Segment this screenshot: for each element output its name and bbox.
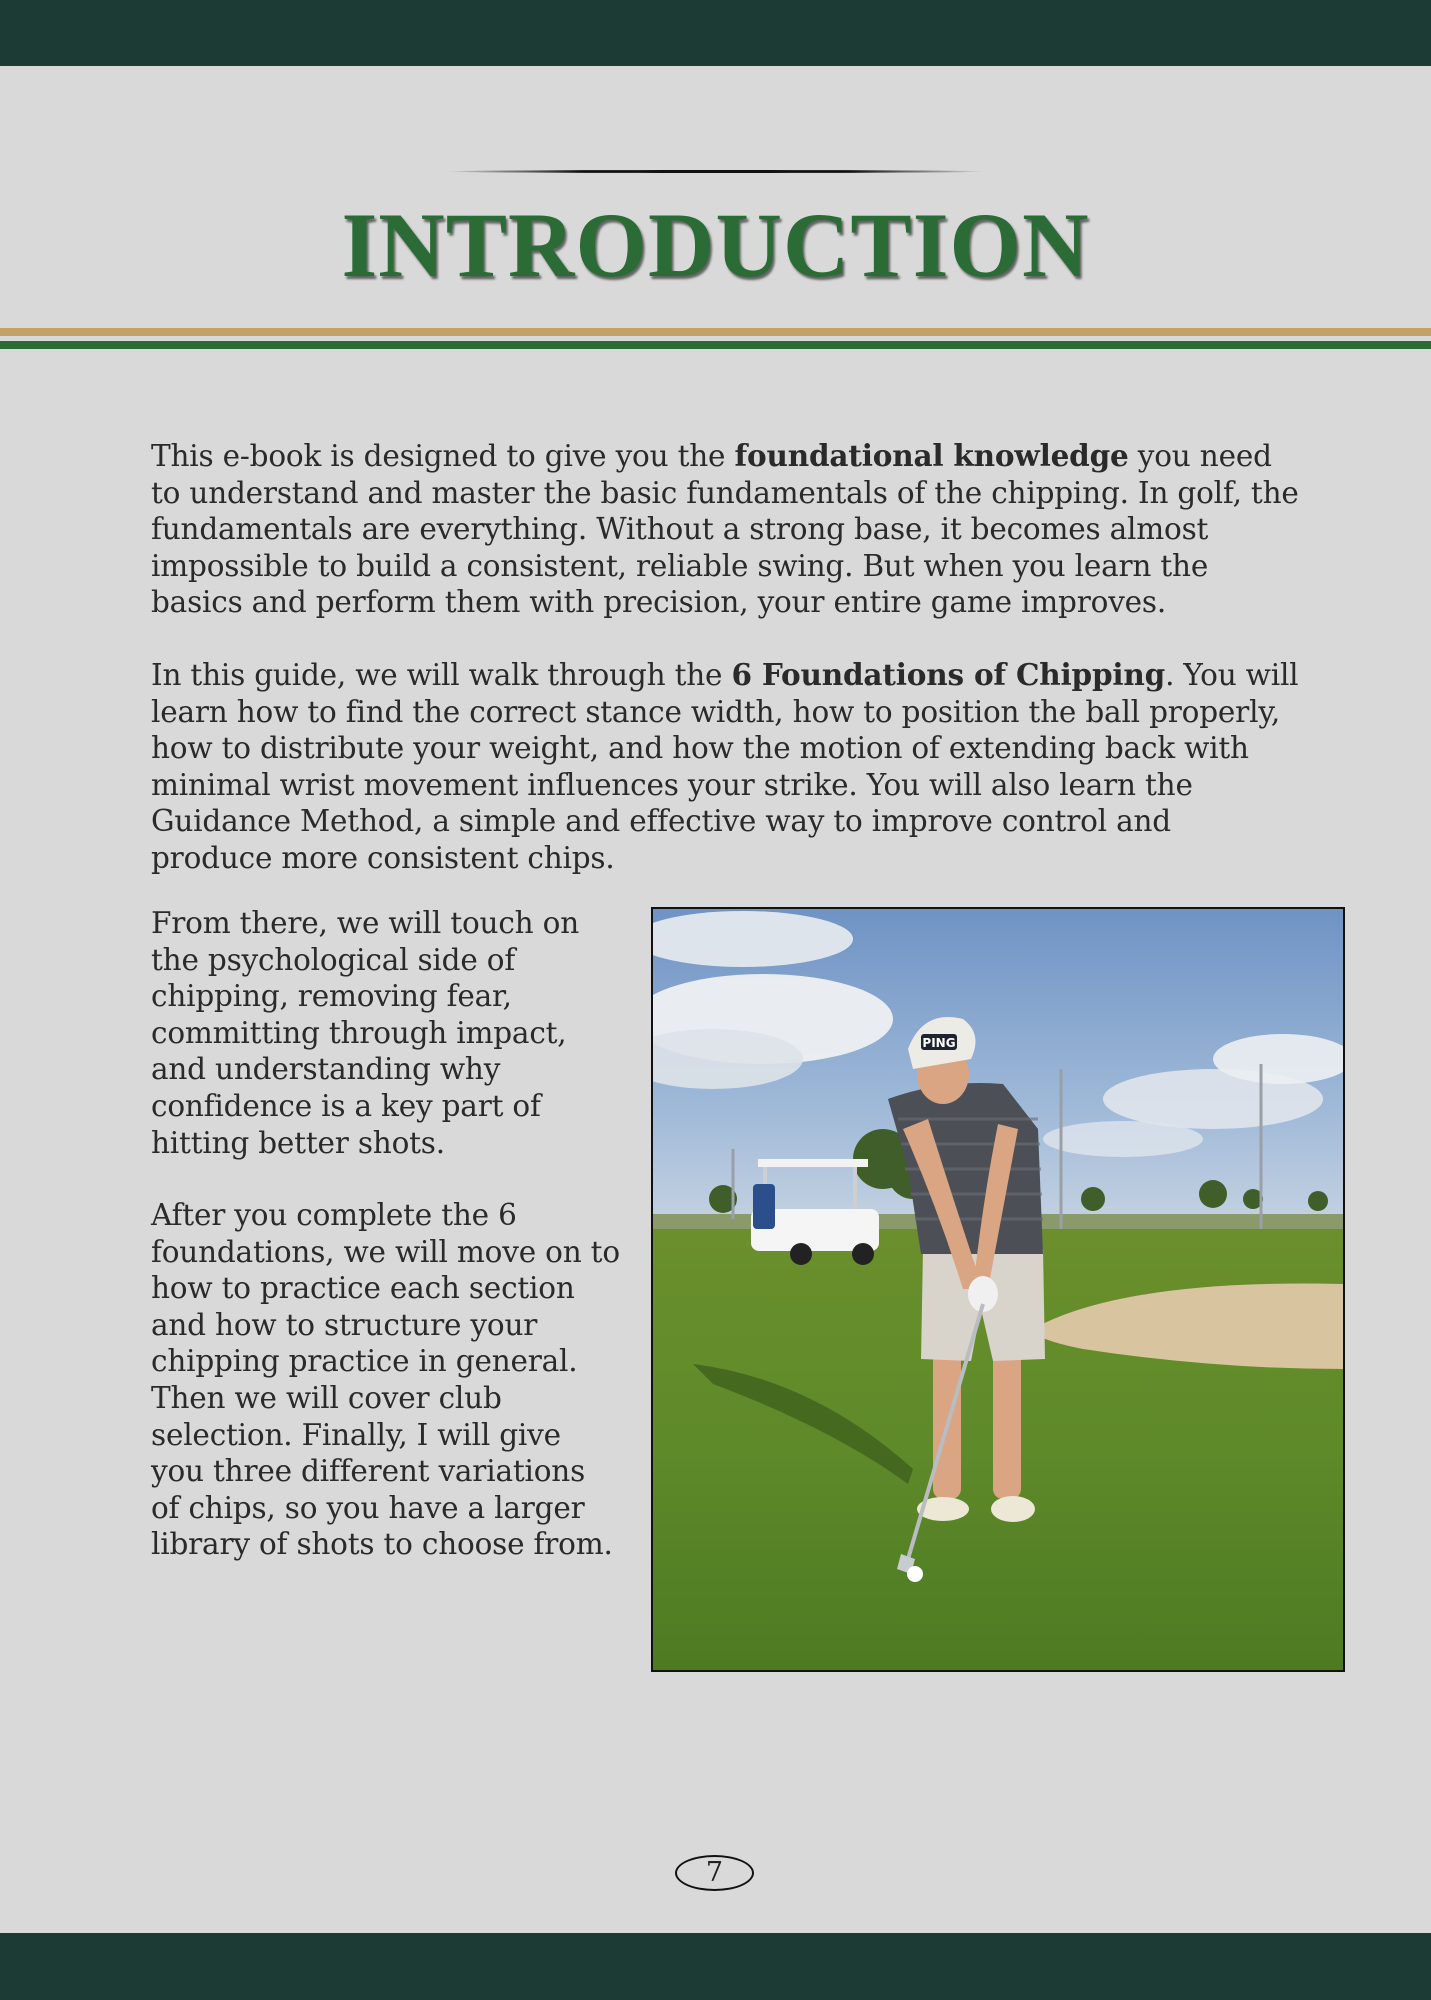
intro-paragraph-3: From there, we will touch on the psychological side of chipping, removing fear, committing through impact, and understanding why confidence is a key part of hitting better shots. (151, 906, 579, 1160)
title-ornament-rule (445, 170, 985, 173)
page-number: 7 (675, 1855, 754, 1891)
bold-phrase: 6 Foundations of Chipping (731, 657, 1166, 692)
green-divider-line (0, 341, 1431, 349)
bold-phrase: foundational knowledge (734, 438, 1129, 473)
gold-divider-line (0, 328, 1431, 336)
bottom-band (0, 1933, 1431, 2000)
golfer-chipping-photo (651, 907, 1345, 1672)
intro-paragraph-1: This e-book is designed to give you the foundational knowledge you need to understand and master the basic fundamentals of the chipping. In golf, the fundamentals are everything. Without a strong base, it becomes almost impossible to build a consistent, reliable swing. But when you learn the basics and perform them with precision, your entire game improves. (151, 438, 1299, 620)
page-title: INTRODUCTION (341, 194, 1090, 296)
intro-paragraph-4: After you complete the 6 foundations, we will move on to how to practice each section and how to structure your chipping practice in general. Then we will cover club selection. Finally, I will give you three different variations of chips, so you have a larger library of shots to choose from. (151, 1198, 620, 1562)
intro-paragraph-2: In this guide, we will walk through the 6 Foundations of Chipping. You will learn how to find the correct stance width, how to position the ball properly, how to distribute your weight, and how the motion of extending back with minimal wrist movement influences your strike. You will also learn the Guidance Method, a simple and effective way to improve control and produce more consistent chips. (151, 657, 1299, 875)
cap-logo-text: PING (922, 1036, 956, 1050)
top-band (0, 0, 1431, 66)
